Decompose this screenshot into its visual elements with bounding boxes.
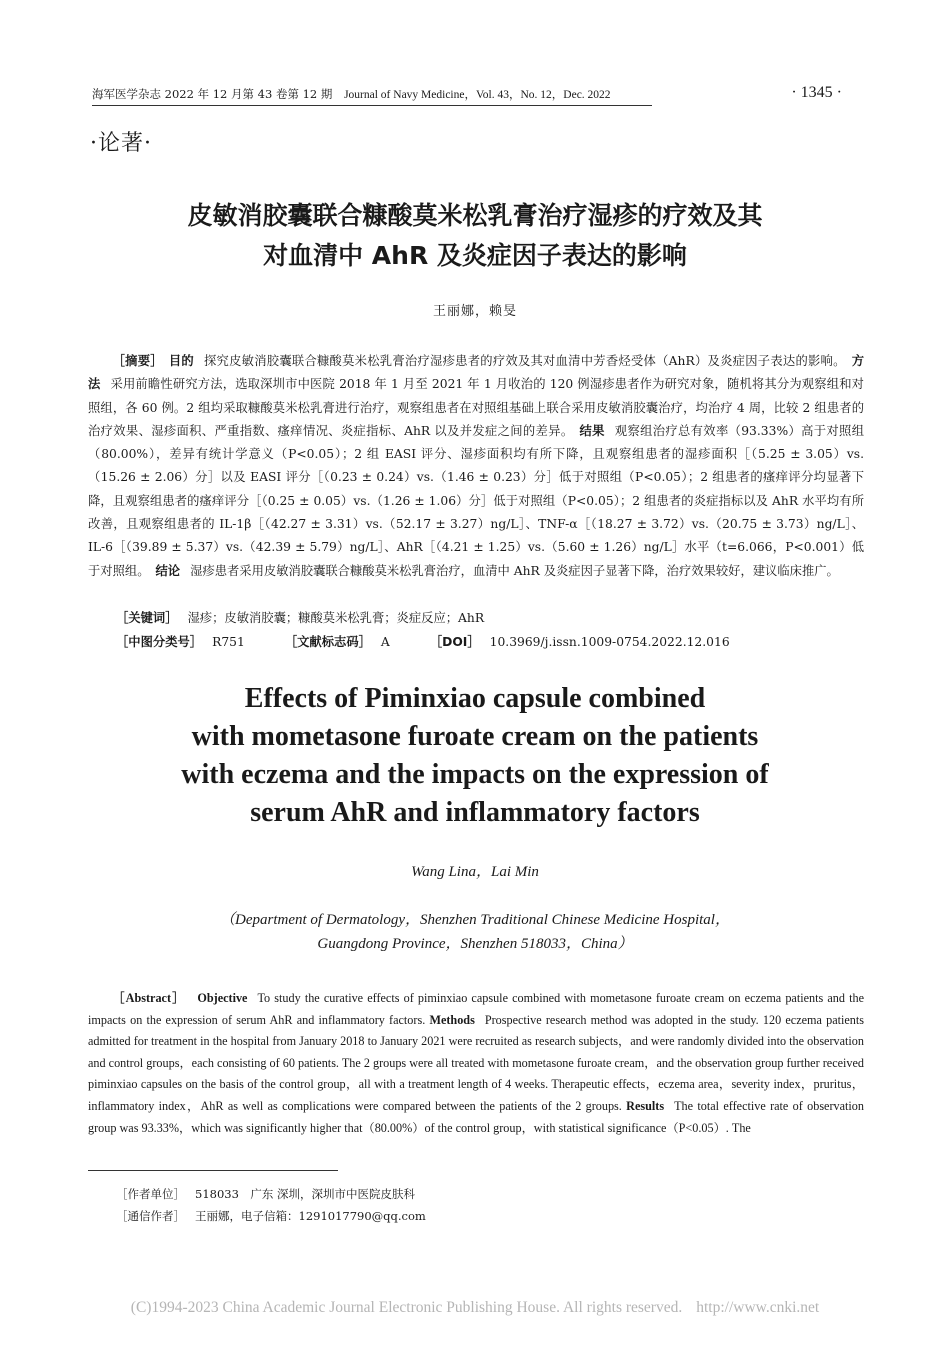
chinese-title-line: 对血清中 AhR 及炎症因子表达的影响 — [263, 241, 687, 270]
methods-label: 方法 — [88, 354, 864, 392]
methods-text: 采用前瞻性研究方法，选取深圳市中医院 2018 年 1 月至 2021 年 1 月收治的 120 例湿疹患者作为研究对象，随机将其分为观察组和对照组，各 60 例。2 组均采取糠酸莫米松乳膏进行治疗，观察组患者在对照组基础上联合采用皮敏消胶囊治疗，均治疗 4 周，比较 2 组患者的治疗效果、湿疹面积、严重指数、瘙痒情况、炎症指标、AhR 以及并发症之间的差异。 — [88, 377, 864, 438]
abstract-label: ［摘要］ — [112, 354, 163, 368]
doi-label: ［DOI］ — [429, 635, 480, 649]
conclusion-label: 结论 — [155, 563, 181, 578]
english-abstract — [88, 988, 864, 1139]
journal-name-cn: 海军医学杂志 2022 年 12 月第 43 卷第 12 期 — [92, 87, 333, 101]
english-title-line: with eczema and the impacts on the expression of — [181, 759, 769, 790]
footnote-affiliation-text: 518033 广东 深圳，深圳市中医院皮肤科 — [195, 1187, 416, 1201]
keywords — [116, 608, 876, 626]
classification-line — [116, 632, 876, 650]
chinese-authors: 王丽娜，赖旻 — [432, 304, 517, 319]
doc-code-label: ［文献标志码］ — [284, 635, 371, 649]
objective-text: 探究皮敏消胶囊联合糠酸莫米松乳膏治疗湿疹患者的疗效及其对血清中芳香烃受体（AhR）及炎症因子表达的影响。 — [203, 354, 846, 368]
footnote-affiliation — [116, 1186, 415, 1202]
results-text: 观察组治疗总有效率（93.33%）高于对照组（80.00%），差异有统计学意义（P<0.05）；2 组 EASI 评分、湿疹面积均有所下降，且观察组患者的湿疹面积［（5.25 ± 3.05）vs.（15.26 ± 2.06）分］以及 EASI 评分［（0.23 ± 0.24）vs.（1.46 ± 0.23）分］低于对照组（P<0.05）；2 组患者的瘙痒评分均显著下降，且观察组患者的瘙痒评分［（0.25 ± 0.05）vs.（1.26 ± 1.06）分］低于对照组（P<0.05）；2 组患者的炎症指标以及 AhR 水平均有所改善，且观察组患者的 IL-1β［（42.27 ± 3.31）vs.（52.17 ± 3.27）ng/L］、TNF-α［（18.27 ± 3.72）vs.（20.75 ± 3.73）ng/L］、IL-6［（39.89 ± 5.37）vs.（42.39 ± 5.79）ng/L］、AhR［（4.21 ± 1.25）vs.（5.60 ± 1.26）ng/L］水平（t=6.066，P<0.001）低于对照组。 — [88, 423, 864, 578]
english-title-line: serum AhR and inflammatory factors — [250, 797, 700, 828]
affiliation-line: （Department of Dermatology，Shenzhen Traditional Chinese Medicine Hospital， — [220, 912, 730, 928]
keywords-label: ［关键词］ — [116, 611, 178, 625]
chinese-abstract — [88, 350, 864, 583]
chinese-title-line: 皮敏消胶囊联合糠酸莫米松乳膏治疗湿疹的疗效及其 — [187, 201, 763, 230]
doi-value: 10.3969/j.issn.1009-0754.2022.12.016 — [489, 635, 730, 649]
abstract-en-label: ［Abstract］ — [112, 991, 186, 1005]
conclusion-text: 湿疹患者采用皮敏消胶囊联合糠酸莫米松乳膏治疗，血清中 AhR 及炎症因子显著下降，治疗效果较好，建议临床推广。 — [190, 563, 839, 578]
running-head — [92, 86, 652, 106]
keywords-text: 湿疹；皮敏消胶囊；糠酸莫米松乳膏；炎症反应；AhR — [187, 611, 485, 625]
section-label: ·论著· — [90, 131, 152, 156]
english-affiliation — [0, 908, 950, 956]
clc-label: ［中图分类号］ — [116, 635, 203, 649]
footnote-divider — [88, 1170, 338, 1171]
english-authors: Wang Lina，Lai Min — [411, 864, 539, 880]
english-title-line: with mometasone furoate cream on the patients — [191, 721, 759, 752]
english-title — [0, 680, 950, 832]
results-en-label: Results — [626, 1098, 665, 1113]
copyright-text: (C)1994-2023 China Academic Journal Electronic Publishing House. All rights reserved. — [130, 1299, 683, 1316]
chinese-title — [0, 196, 950, 276]
results-label: 结果 — [579, 423, 605, 438]
doc-code-value: A — [380, 635, 390, 649]
methods-en-text: Prospective research method was adopted in the study. 120 eczema patients admitted for treatment in the hospital from January 2018 to January 2021 were recruited as research subjects，and were randomly divided into the observation and control groups，each consisting of 60 patients. The 2 groups were all treated with mometasone furoate cream，and the observation group further received piminxiao capsules on the basis of the control group，all with a treatment length of 4 weeks. Therapeutic effects，eczema area，severity index，pruritus，inflammatory index，AhR as well as complications were compared between the patients of the 2 groups. — [88, 1012, 865, 1113]
copyright-watermark — [0, 1299, 950, 1317]
objective-label: 目的 — [168, 354, 194, 368]
cnki-link[interactable]: http://www.cnki.net — [696, 1299, 820, 1316]
methods-en-label: Methods — [429, 1012, 475, 1027]
footnote-affiliation-label: ［作者单位］ — [116, 1187, 185, 1201]
page-number: · 1345 · — [791, 84, 842, 101]
english-title-line: Effects of Piminxiao capsule combined — [244, 683, 706, 714]
objective-en-label: Objective — [197, 991, 248, 1005]
footnote-corresponding-text: 王丽娜，电子信箱：1291017790@qq.com — [195, 1209, 426, 1223]
footnote-corresponding — [116, 1208, 426, 1224]
journal-name-en: Journal of Navy Medicine，Vol. 43，No. 12，Dec. 2022 — [344, 89, 611, 101]
affiliation-line: Guangdong Province，Shenzhen 518033，China） — [317, 936, 633, 952]
clc-value: R751 — [212, 635, 245, 649]
footnote-corresponding-label: ［通信作者］ — [116, 1209, 185, 1223]
objective-en-text: To study the curative effects of piminxiao capsule combined with mometasone furoate cream on eczema patients and the impacts on the expression of serum AhR and inflammatory factors. — [88, 991, 864, 1027]
results-en-text: The total effective rate of observation group was 93.33%，which was significantly higher that（80.00%）of the control group，with statistical significance（P<0.05）. The — [88, 1098, 864, 1135]
